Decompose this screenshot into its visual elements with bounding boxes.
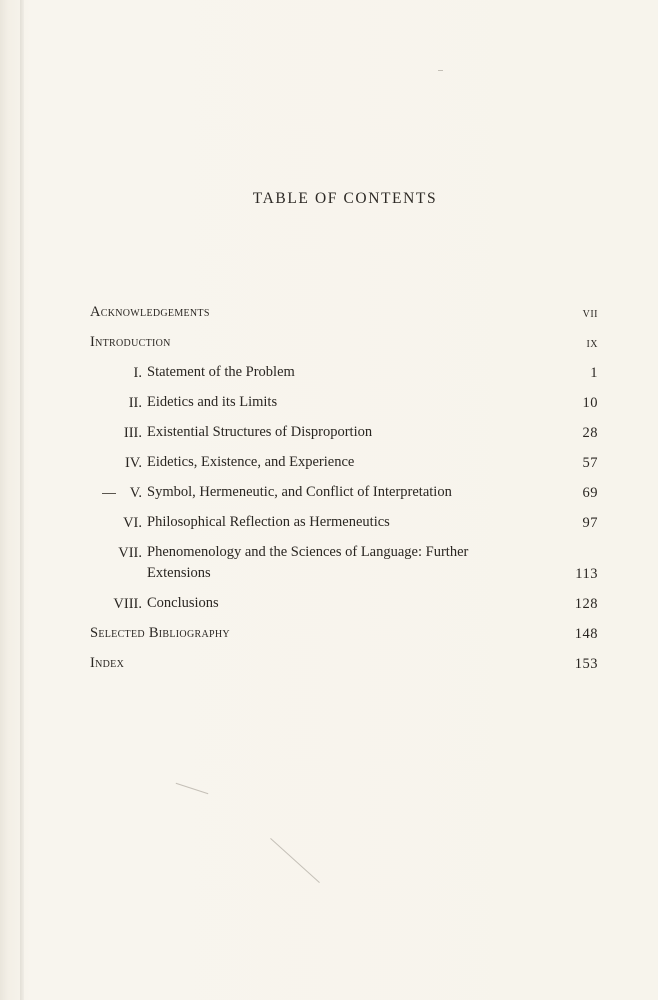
stray-mark bbox=[270, 838, 320, 883]
chapter-numeral: II. bbox=[128, 395, 142, 411]
stray-mark bbox=[438, 70, 443, 71]
chapter-title: Existential Structures of Disproportion bbox=[147, 424, 373, 440]
toc-entry-page: ix bbox=[586, 335, 598, 351]
page-title: TABLE OF CONTENTS bbox=[252, 190, 438, 207]
toc-entry-introduction bbox=[90, 332, 598, 362]
toc-entry-acknowledgements bbox=[90, 302, 598, 332]
toc-entry-chapter-2 bbox=[90, 392, 598, 422]
chapter-title-line-1: Phenomenology and the Sciences of Language: Further bbox=[147, 544, 469, 560]
toc-entry-chapter-7 bbox=[90, 542, 598, 593]
chapter-title: Conclusions bbox=[147, 595, 219, 611]
chapter-title: Statement of the Problem bbox=[147, 364, 295, 380]
chapter-page: 57 bbox=[582, 455, 598, 471]
chapter-numeral: III. bbox=[123, 425, 142, 441]
chapter-numeral: VI. bbox=[123, 515, 142, 531]
toc-entry-label: Introduction bbox=[90, 334, 171, 350]
toc-entry-page: vii bbox=[582, 305, 598, 321]
toc-entry-chapter-5 bbox=[90, 482, 598, 512]
toc-list bbox=[90, 302, 598, 683]
toc-entry-label: Selected Bibliography bbox=[90, 625, 230, 641]
toc-entry-chapter-1 bbox=[90, 362, 598, 392]
chapter-page: 28 bbox=[582, 425, 598, 441]
stray-mark bbox=[176, 783, 209, 794]
chapter-title: Eidetics, Existence, and Experience bbox=[147, 454, 355, 470]
chapter-title: Philosophical Reflection as Hermeneutics bbox=[147, 514, 390, 530]
binding-edge bbox=[20, 0, 24, 1000]
chapter-title: Eidetics and its Limits bbox=[147, 394, 278, 410]
chapter-title-line-2: Extensions bbox=[147, 565, 211, 581]
chapter-numeral: IV. bbox=[124, 455, 142, 471]
toc-entry-page: 148 bbox=[574, 626, 598, 642]
toc-entry-index bbox=[90, 653, 598, 683]
chapter-numeral: VIII. bbox=[113, 596, 142, 612]
toc-entry-chapter-8 bbox=[90, 593, 598, 623]
chapter-numeral: VII. bbox=[118, 545, 142, 561]
toc-entry-chapter-3 bbox=[90, 422, 598, 452]
chapter-page: 113 bbox=[575, 566, 598, 582]
chapter-page: 128 bbox=[574, 596, 598, 612]
chapter-page: 10 bbox=[582, 395, 598, 411]
pencil-margin-mark bbox=[102, 493, 116, 494]
chapter-page: 97 bbox=[582, 515, 598, 531]
toc-entry-label: Index bbox=[90, 655, 125, 671]
toc-entry-page: 153 bbox=[574, 656, 598, 672]
toc-entry-label: Acknowledgements bbox=[90, 304, 210, 320]
toc-entry-chapter-6 bbox=[90, 512, 598, 542]
chapter-title bbox=[147, 542, 547, 584]
chapter-numeral: I. bbox=[133, 365, 142, 381]
toc-entry-chapter-4 bbox=[90, 452, 598, 482]
toc-entry-bibliography bbox=[90, 623, 598, 653]
chapter-numeral: V. bbox=[129, 485, 142, 501]
chapter-title: Symbol, Hermeneutic, and Conflict of Interpretation bbox=[147, 484, 452, 500]
chapter-page: 1 bbox=[590, 365, 598, 381]
chapter-page: 69 bbox=[582, 485, 598, 501]
